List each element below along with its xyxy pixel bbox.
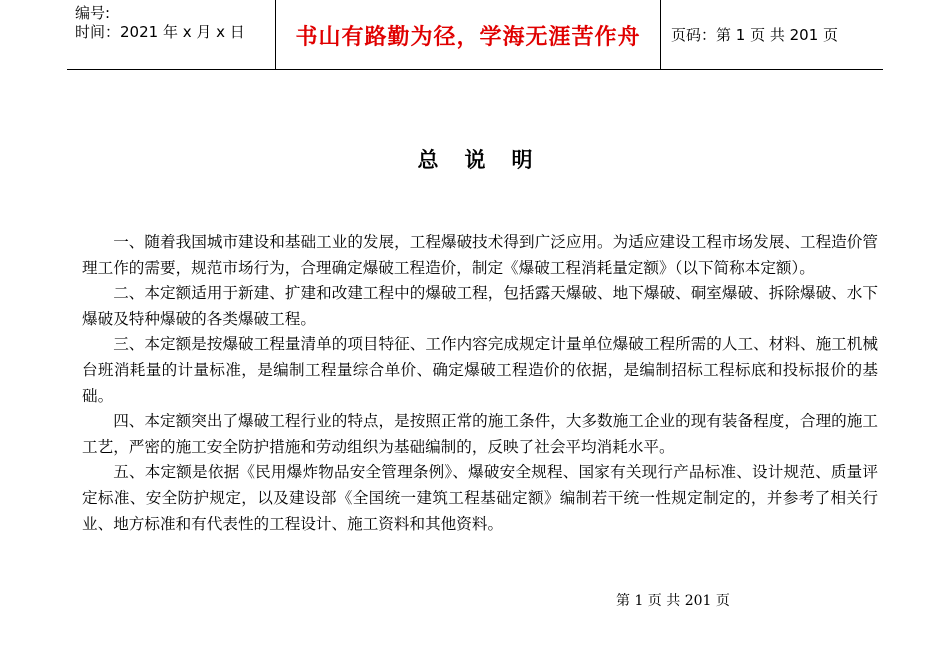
paragraph: 二、本定额适用于新建、扩建和改建工程中的爆破工程，包括露天爆破、地下爆破、硐室爆破、拆除爆破、水下爆破及特种爆破的各类爆破工程。: [82, 284, 878, 328]
header-motto-cell: [275, 0, 661, 69]
time-label: 时间：2021 年 x 月 x 日: [75, 23, 245, 41]
header-page-cell: [661, 0, 883, 69]
paragraph: 五、本定额是依据《民用爆炸物品安全管理条例》、爆破安全规程、国家有关现行产品标准、设计规范、质量评定标准、安全防护规定，以及建设部《全国统一建筑工程基础定额》编制若干统一性规定制定的，并参考了相关行业、地方标准和有代表性的工程设计、施工资料和其他资料。: [82, 463, 878, 533]
header-meta: [67, 0, 275, 69]
page-info: 页码：第 1 页 共 201 页: [671, 26, 839, 44]
number-label: 编号:: [75, 4, 111, 22]
motto-text: 书山有路勤为径，学海无涯苦作舟: [295, 25, 641, 50]
paragraph: 三、本定额是按爆破工程量清单的项目特征、工作内容完成规定计量单位爆破工程所需的人工、材料、施工机械台班消耗量的计量标准，是编制工程量综合单价、确定爆破工程造价的依据，是编制招标工程标底和投标报价的基础。: [82, 335, 878, 405]
document-header: [67, 0, 883, 70]
body-text: [82, 230, 878, 537]
paragraph: 一、随着我国城市建设和基础工业的发展，工程爆破技术得到广泛应用。为适应建设工程市场发展、工程造价管理工作的需要，规范市场行为，合理确定爆破工程造价，制定《爆破工程消耗量定额》（以下简称本定额）。: [82, 233, 878, 277]
paragraph: 四、本定额突出了爆破工程行业的特点，是按照正常的施工条件，大多数施工企业的现有装备程度，合理的施工工艺，严密的施工安全防护措施和劳动组织为基础编制的，反映了社会平均消耗水平。: [82, 412, 878, 456]
page-title: 总说明: [417, 147, 559, 172]
page-footer: 第 1 页 共 201 页: [616, 593, 730, 609]
